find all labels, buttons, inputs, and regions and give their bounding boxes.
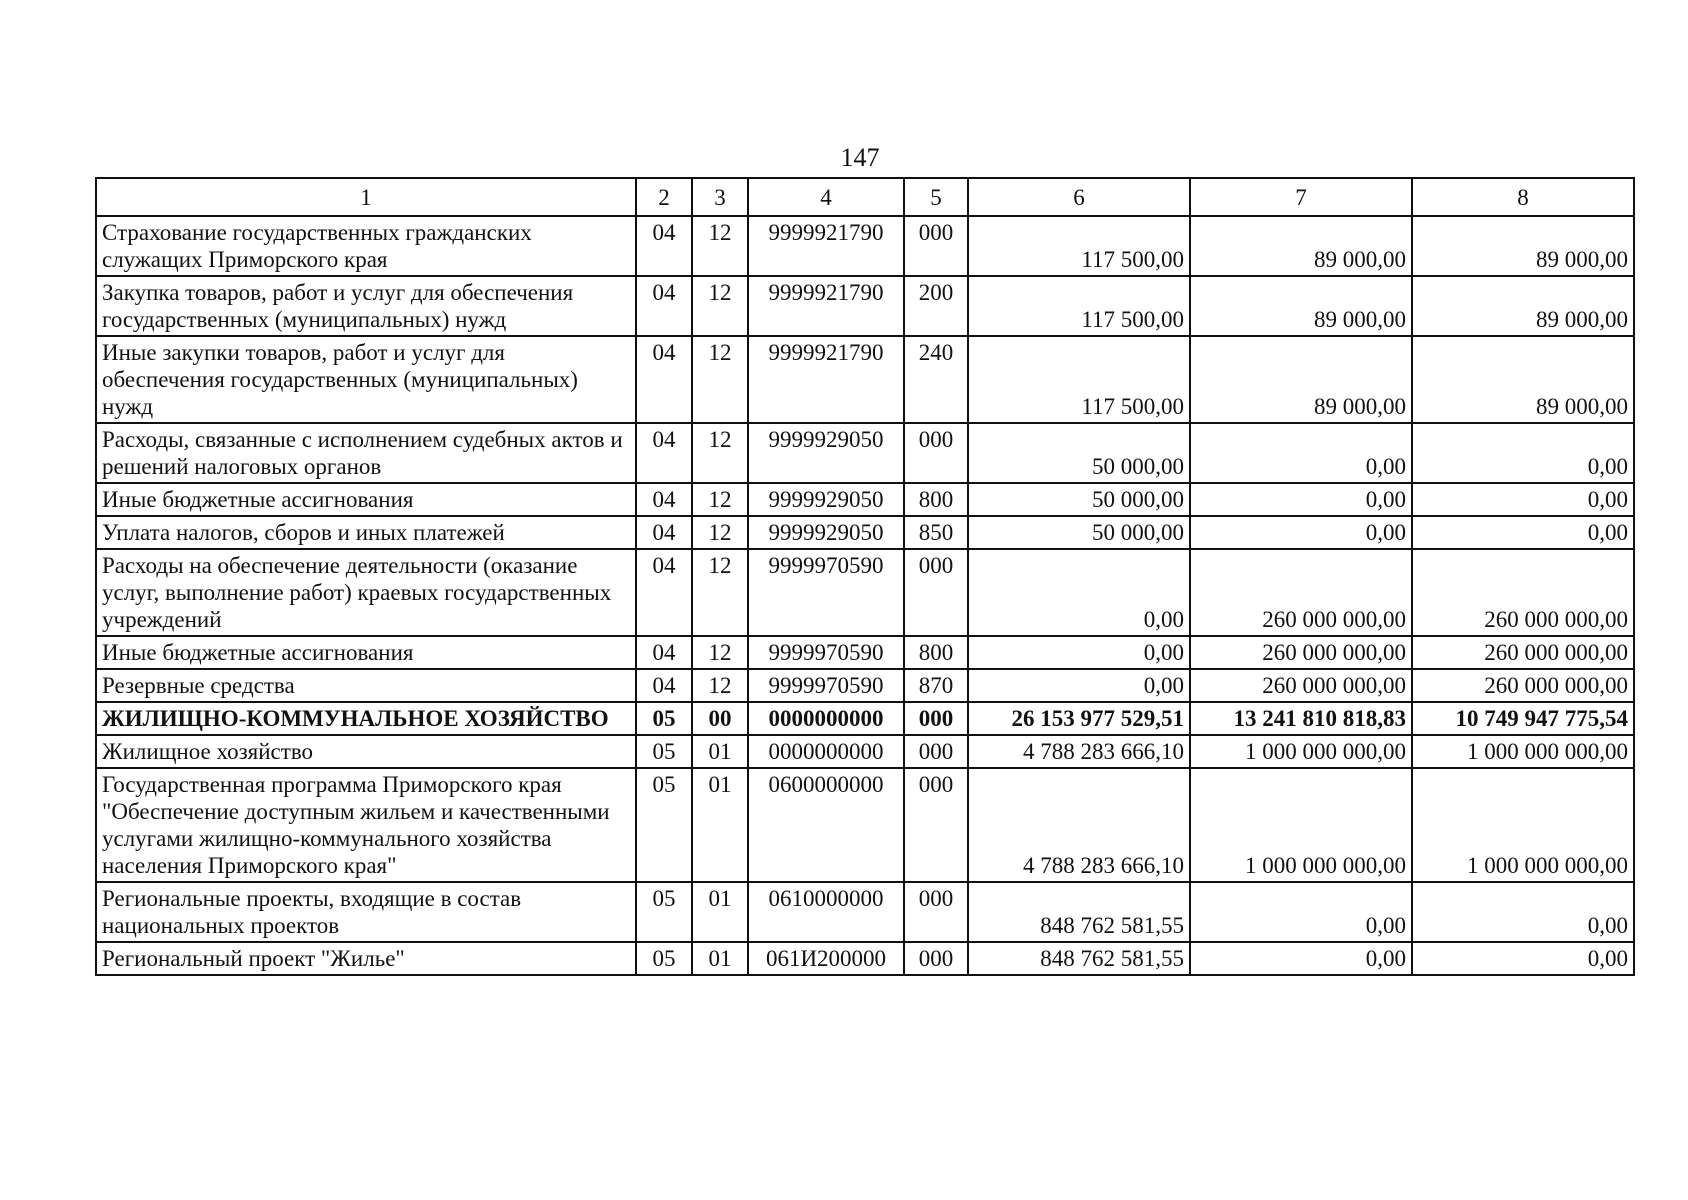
amount-cell: 0,00	[1190, 882, 1412, 942]
subsection-code-cell: 12	[692, 276, 748, 336]
amount-cell: 89 000,00	[1190, 336, 1412, 423]
amount-cell: 89 000,00	[1412, 336, 1634, 423]
row-name-cell: Региональный проект "Жилье"	[96, 942, 636, 975]
section-code-cell: 04	[636, 276, 692, 336]
amount-cell: 260 000 000,00	[1190, 549, 1412, 636]
amount-cell: 260 000 000,00	[1412, 549, 1634, 636]
amount-cell: 260 000 000,00	[1412, 669, 1634, 702]
amount-cell: 0,00	[1412, 423, 1634, 483]
amount-cell: 0,00	[968, 669, 1190, 702]
budget-table	[95, 177, 1635, 976]
amount-cell: 260 000 000,00	[1190, 636, 1412, 669]
table-row	[96, 216, 1634, 276]
amount-cell: 4 788 283 666,10	[968, 735, 1190, 768]
subsection-code-cell: 01	[692, 735, 748, 768]
row-name-cell: Жилищное хозяйство	[96, 735, 636, 768]
amount-cell: 0,00	[1412, 483, 1634, 516]
subsection-code-cell: 01	[692, 768, 748, 882]
row-name-cell: Расходы, связанные с исполнением судебных актов и решений налоговых органов	[96, 423, 636, 483]
section-code-cell: 04	[636, 423, 692, 483]
amount-cell: 89 000,00	[1190, 216, 1412, 276]
amount-cell: 50 000,00	[968, 483, 1190, 516]
amount-cell: 1 000 000 000,00	[1412, 735, 1634, 768]
table-row	[96, 423, 1634, 483]
amount-cell: 848 762 581,55	[968, 882, 1190, 942]
amount-cell: 89 000,00	[1412, 276, 1634, 336]
section-code-cell: 05	[636, 768, 692, 882]
row-name-cell: Расходы на обеспечение деятельности (оказание услуг, выполнение работ) краевых государственных учреждений	[96, 549, 636, 636]
subsection-code-cell: 12	[692, 636, 748, 669]
amount-cell: 1 000 000 000,00	[1190, 768, 1412, 882]
subsection-code-cell: 12	[692, 516, 748, 549]
subsection-code-cell: 12	[692, 336, 748, 423]
column-header: 3	[692, 178, 748, 216]
row-name-cell: Региональные проекты, входящие в состав национальных проектов	[96, 882, 636, 942]
table-row	[96, 516, 1634, 549]
subsection-code-cell: 01	[692, 882, 748, 942]
expense-type-code-cell: 000	[904, 702, 968, 735]
amount-cell: 89 000,00	[1190, 276, 1412, 336]
amount-cell: 117 500,00	[968, 336, 1190, 423]
expense-type-code-cell: 800	[904, 483, 968, 516]
column-header: 1	[96, 178, 636, 216]
section-code-cell: 04	[636, 669, 692, 702]
expense-type-code-cell: 000	[904, 768, 968, 882]
amount-cell: 260 000 000,00	[1412, 636, 1634, 669]
amount-cell: 26 153 977 529,51	[968, 702, 1190, 735]
expense-type-code-cell: 000	[904, 882, 968, 942]
page-number: 147	[840, 143, 880, 172]
amount-cell: 0,00	[1412, 882, 1634, 942]
row-name-cell: Страхование государственных гражданских служащих Приморского края	[96, 216, 636, 276]
target-article-code-cell: 9999929050	[748, 516, 904, 549]
section-code-cell: 04	[636, 516, 692, 549]
section-code-cell: 05	[636, 882, 692, 942]
section-code-cell: 05	[636, 735, 692, 768]
table-row	[96, 669, 1634, 702]
target-article-code-cell: 0000000000	[748, 735, 904, 768]
amount-cell: 260 000 000,00	[1190, 669, 1412, 702]
table-row	[96, 702, 1634, 735]
target-article-code-cell: 0000000000	[748, 702, 904, 735]
column-header: 7	[1190, 178, 1412, 216]
amount-cell: 0,00	[1190, 423, 1412, 483]
expense-type-code-cell: 800	[904, 636, 968, 669]
amount-cell: 1 000 000 000,00	[1412, 768, 1634, 882]
expense-type-code-cell: 240	[904, 336, 968, 423]
expense-type-code-cell: 200	[904, 276, 968, 336]
section-code-cell: 05	[636, 702, 692, 735]
amount-cell: 0,00	[1190, 483, 1412, 516]
target-article-code-cell: 0600000000	[748, 768, 904, 882]
subsection-code-cell: 00	[692, 702, 748, 735]
amount-cell: 0,00	[1190, 942, 1412, 975]
expense-type-code-cell: 000	[904, 216, 968, 276]
row-name-cell: Государственная программа Приморского края "Обеспечение доступным жильем и качественными услугами жилищно-коммунального хозяйства населения Приморского края"	[96, 768, 636, 882]
amount-cell: 10 749 947 775,54	[1412, 702, 1634, 735]
table-row	[96, 276, 1634, 336]
target-article-code-cell: 9999921790	[748, 216, 904, 276]
amount-cell: 50 000,00	[968, 423, 1190, 483]
column-header: 2	[636, 178, 692, 216]
expense-type-code-cell: 870	[904, 669, 968, 702]
table-row	[96, 336, 1634, 423]
target-article-code-cell: 9999970590	[748, 669, 904, 702]
subsection-code-cell: 12	[692, 549, 748, 636]
amount-cell: 117 500,00	[968, 276, 1190, 336]
section-code-cell: 04	[636, 216, 692, 276]
expense-type-code-cell: 000	[904, 549, 968, 636]
target-article-code-cell: 9999970590	[748, 636, 904, 669]
amount-cell: 0,00	[1412, 516, 1634, 549]
row-name-cell: Закупка товаров, работ и услуг для обеспечения государственных (муниципальных) нужд	[96, 276, 636, 336]
subsection-code-cell: 12	[692, 216, 748, 276]
row-name-cell: Иные бюджетные ассигнования	[96, 483, 636, 516]
column-header: 5	[904, 178, 968, 216]
table-row	[96, 768, 1634, 882]
expense-type-code-cell: 000	[904, 423, 968, 483]
section-code-cell: 04	[636, 549, 692, 636]
amount-cell: 117 500,00	[968, 216, 1190, 276]
column-header: 4	[748, 178, 904, 216]
target-article-code-cell: 9999921790	[748, 276, 904, 336]
subsection-code-cell: 12	[692, 483, 748, 516]
column-header: 8	[1412, 178, 1634, 216]
target-article-code-cell: 9999929050	[748, 423, 904, 483]
target-article-code-cell: 9999921790	[748, 336, 904, 423]
section-code-cell: 04	[636, 636, 692, 669]
row-name-cell: Иные закупки товаров, работ и услуг для обеспечения государственных (муниципальных) нужд	[96, 336, 636, 423]
subsection-code-cell: 12	[692, 423, 748, 483]
row-name-cell: Резервные средства	[96, 669, 636, 702]
table-row	[96, 636, 1634, 669]
subsection-code-cell: 12	[692, 669, 748, 702]
amount-cell: 4 788 283 666,10	[968, 768, 1190, 882]
row-name-cell: Иные бюджетные ассигнования	[96, 636, 636, 669]
expense-type-code-cell: 000	[904, 735, 968, 768]
table-row	[96, 483, 1634, 516]
target-article-code-cell: 9999929050	[748, 483, 904, 516]
amount-cell: 13 241 810 818,83	[1190, 702, 1412, 735]
section-code-cell: 05	[636, 942, 692, 975]
section-code-cell: 04	[636, 483, 692, 516]
row-name-cell: Уплата налогов, сборов и иных платежей	[96, 516, 636, 549]
amount-cell: 1 000 000 000,00	[1190, 735, 1412, 768]
table-row	[96, 549, 1634, 636]
amount-cell: 89 000,00	[1412, 216, 1634, 276]
table-row	[96, 942, 1634, 975]
amount-cell: 0,00	[1190, 516, 1412, 549]
header-row	[96, 178, 1634, 216]
amount-cell: 848 762 581,55	[968, 942, 1190, 975]
table-body	[96, 178, 1634, 975]
amount-cell: 50 000,00	[968, 516, 1190, 549]
section-code-cell: 04	[636, 336, 692, 423]
amount-cell: 0,00	[1412, 942, 1634, 975]
target-article-code-cell: 0610000000	[748, 882, 904, 942]
target-article-code-cell: 9999970590	[748, 549, 904, 636]
amount-cell: 0,00	[968, 549, 1190, 636]
amount-cell: 0,00	[968, 636, 1190, 669]
subsection-code-cell: 01	[692, 942, 748, 975]
expense-type-code-cell: 000	[904, 942, 968, 975]
table-row	[96, 735, 1634, 768]
table-row	[96, 882, 1634, 942]
column-header: 6	[968, 178, 1190, 216]
expense-type-code-cell: 850	[904, 516, 968, 549]
target-article-code-cell: 061И200000	[748, 942, 904, 975]
row-name-cell: ЖИЛИЩНО-КОММУНАЛЬНОЕ ХОЗЯЙСТВО	[96, 702, 636, 735]
